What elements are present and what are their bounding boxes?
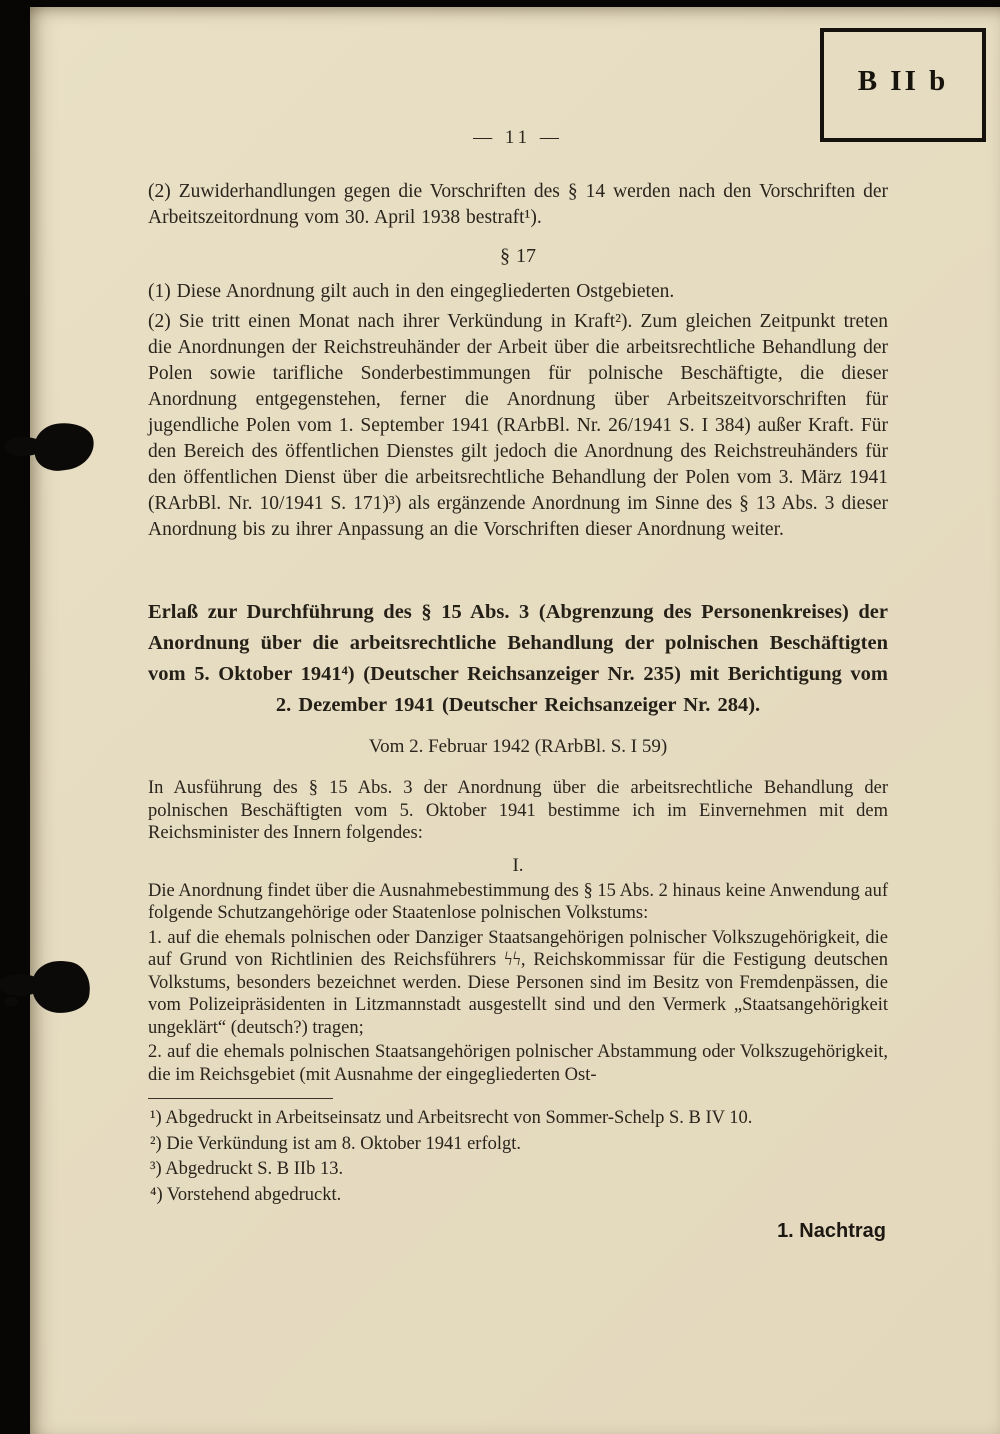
roman-numeral-1: I. — [512, 854, 524, 876]
paragraph-17-1: (1) Diese Anordnung gilt auch in den eingegliederten Ostgebieten. — [148, 281, 675, 302]
paragraph-17-2: (2) Sie tritt einen Monat nach ihrer Verkündung in Kraft²). Zum gleichen Zeitpunkt treten die Anordnungen der Reichstreuhänder der Arbeit über die arbeitsrechtliche Behandlung der Polen sowie tarifliche Sonderbestimmungen für polnische Beschäftigte, die dieser Anordnung entgegenstehen, ferner die Anordnung über Arbeitszeitvorschriften für jugendliche Polen vom 1. September 1941 (RArbBl. Nr. 26/1941 S. I 384) außer Kraft. Für den Bereich des öffentlichen Dienstes gilt jedoch die Anordnung des Reichstreuhänders für den öffentlichen Dienst über die arbeitsrechtliche Behandlung der Polen vom 3. März 1941 (RArbBl. Nr. 10/1941 S. 171)³) als ergänzende Anordnung im Sinne des § 13 Abs. 3 dieser Anordnung bis zu ihrer Anpassung an die Vorschriften dieser Anordnung weiter. — [148, 311, 888, 540]
footnote-4: ⁴) Vorstehend abgedruckt. — [150, 1184, 342, 1205]
ink-blot — [0, 974, 42, 996]
footnote-2: ²) Die Verkündung ist am 8. Oktober 1941 erfolgt. — [150, 1133, 522, 1154]
paragraph-I: Die Anordnung findet über die Ausnahmebestimmung des § 15 Abs. 2 hinaus keine Anwendung auf folgende Schutzangehörige oder Staatenlose polnischen Volkstums: — [148, 880, 888, 923]
section-17-heading: § 17 — [500, 245, 536, 267]
scan-edge-left — [0, 0, 30, 1434]
paragraph-penalty: (2) Zuwiderhandlungen gegen die Vorschriften des § 14 werden nach den Vorschriften der Arbeitszeitordnung vom 30. April 1938 bestraft¹). — [148, 181, 888, 228]
ink-blot — [5, 997, 18, 1007]
list-item-1: 1. auf die ehemals polnischen oder Danziger Staatsangehörigen polnischer Volkszugehörigkeit, die auf Grund von Richtlinien des Reichsführers ϟϟ, Reichskommissar für die Festigung deutschen Volkstums, besonders bezeichnet werden. Diese Personen sind im Besitz von Fremdenpässen, die vom Polizeipräsidenten in Litzmannstadt ausgestellt sind und den Vermerk „Staatsangehörigkeit ungeklärt“ (deutsch?) tragen; — [148, 927, 888, 1038]
page-number: — 11 — — [473, 127, 563, 148]
footnote-3: ³) Abgedruckt S. B IIb 13. — [150, 1159, 344, 1179]
footnote-rule — [148, 1098, 333, 1099]
paper-page — [30, 7, 1000, 1434]
scan-edge-top — [0, 0, 1000, 7]
list-item-2: 2. auf die ehemals polnischen Staatsangehörigen polnischer Abstammung oder Volkszugehörigkeit, die im Reichsgebiet (mit Ausnahme der eingegliederten Ost- — [148, 1042, 888, 1085]
footnote-1: ¹) Abgedruckt in Arbeitseinsatz und Arbeitsrecht von Sommer-Schelp S. B IV 10. — [150, 1108, 753, 1128]
decree-date: Vom 2. Februar 1942 (RArbBl. S. I 59) — [368, 736, 668, 757]
text-column — [148, 7, 888, 1243]
decree-heading: Erlaß zur Durchführung des § 15 Abs. 3 (Abgrenzung des Personenkreises) der Anordnung über die arbeitsrechtliche Behandlung der polnischen Beschäftigten vom 5. Oktober 1941⁴) (Deutscher Reichsanzeiger Nr. 235) mit Berichtigung vom 2. Dezember 1941 (Deutscher Reichsanzeiger Nr. 284). — [148, 601, 888, 716]
ink-blot — [4, 437, 44, 456]
nachtrag-label: 1. Nachtrag — [777, 1220, 886, 1242]
footnotes — [148, 1106, 888, 1208]
section-label: B II b — [857, 64, 949, 97]
decree-intro: In Ausführung des § 15 Abs. 3 der Anordnung über die arbeitsrechtliche Behandlung der polnischen Beschäftigten vom 5. Oktober 1941 bestimme ich im Einvernehmen mit dem Reichsminister des Innern folgendes: — [148, 778, 888, 843]
